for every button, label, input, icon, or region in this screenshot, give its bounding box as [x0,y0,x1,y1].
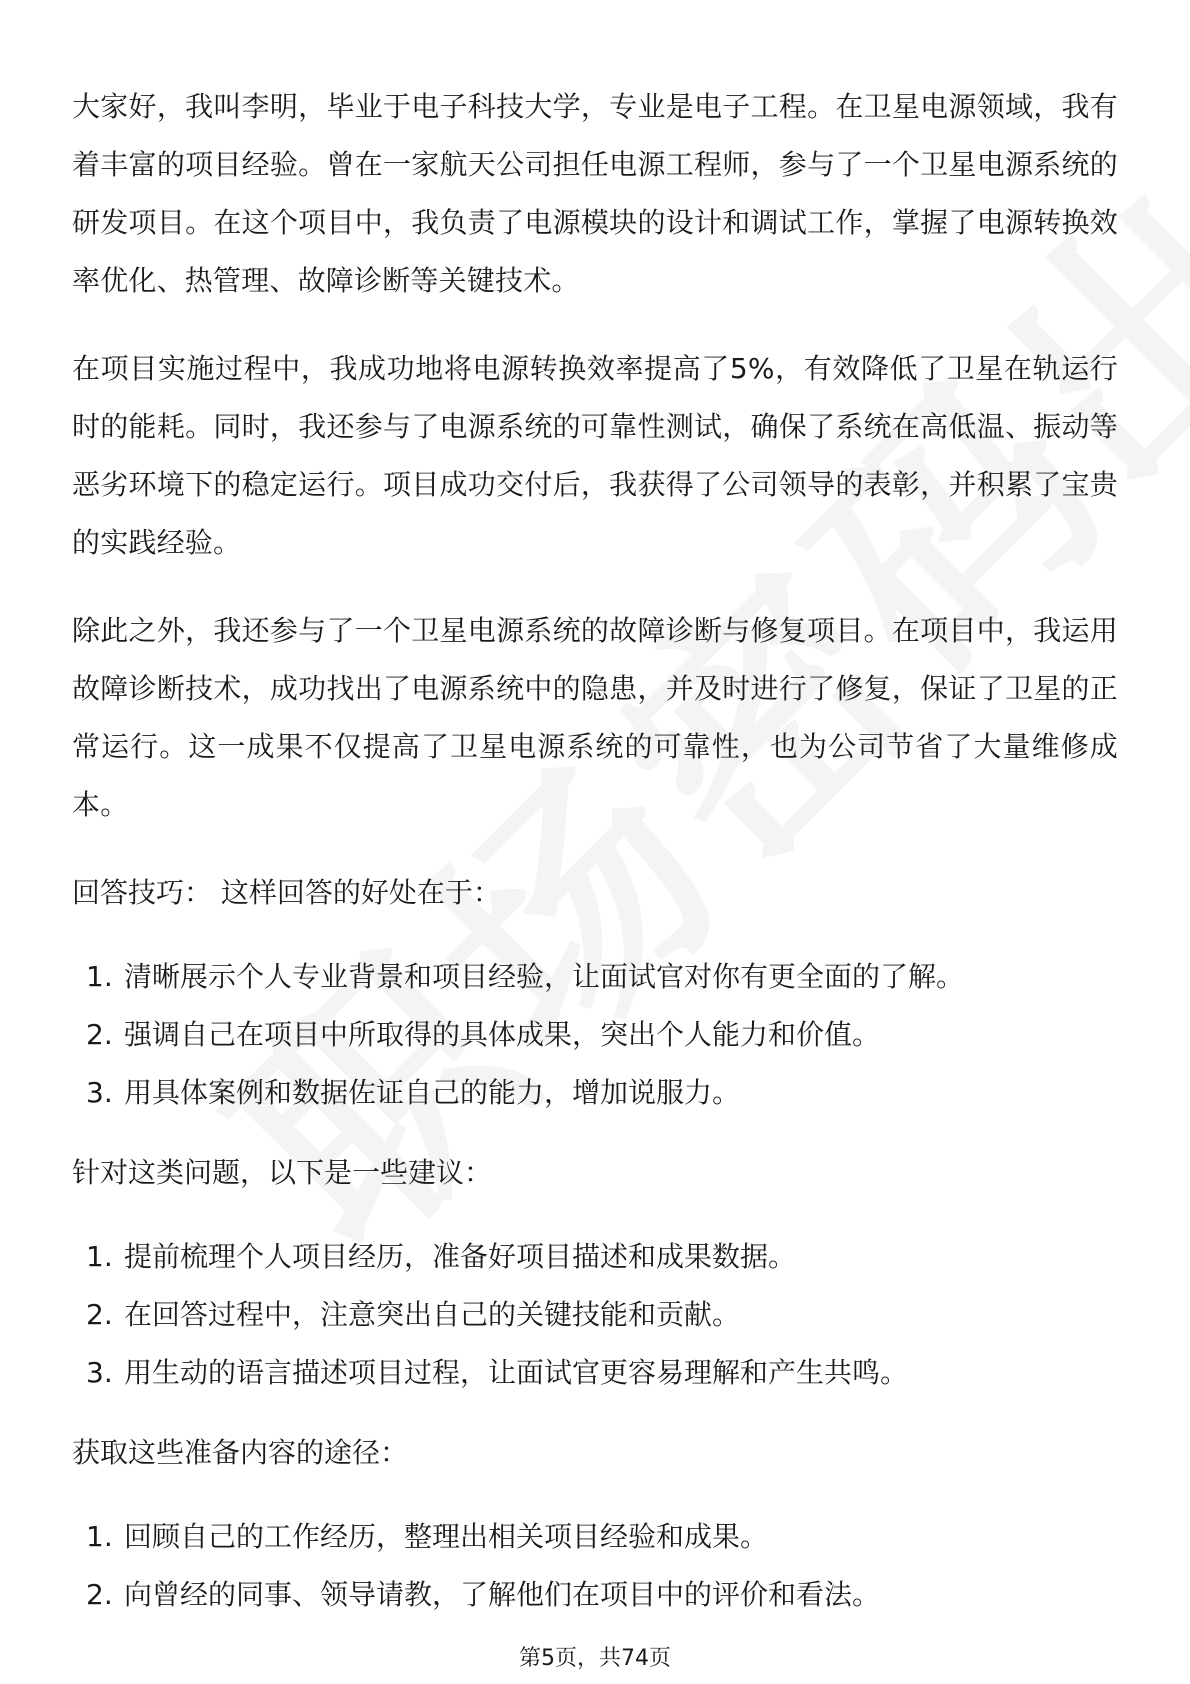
list-number: 1. [86,960,113,993]
list-text: 回顾自己的工作经历，整理出相关项目经验和成果。 [124,1520,769,1553]
list-item [72,1006,1118,1064]
list-item [72,948,1118,1006]
tips-list [72,948,1118,1122]
list-item [72,1228,1118,1286]
list-number: 1. [86,1520,113,1553]
list-text: 在回答过程中，注意突出自己的关键技能和贡献。 [124,1298,741,1331]
advice-heading: 针对这类问题，以下是一些建议： [72,1156,493,1189]
list-text: 强调自己在项目中所取得的具体成果，突出个人能力和价值。 [124,1018,881,1051]
list-text: 清晰展示个人专业背景和项目经验，让面试官对你有更全面的了解。 [124,960,965,993]
list-number: 3. [86,1076,113,1109]
sources-list [72,1508,1118,1624]
list-number: 2. [86,1018,113,1051]
paragraph-intro: 大家好，我叫李明，毕业于电子科技大学，专业是电子工程。在卫星电源领域，我有着丰富的项目经验。曾在一家航天公司担任电源工程师，参与了一个卫星电源系统的研发项目。在这个项目中，我负责了电源模块的设计和调试工作，掌握了电源转换效率优化、热管理、故障诊断等关键技术。 [72,90,1118,297]
list-number: 2. [86,1578,113,1611]
list-item [72,1508,1118,1566]
list-text: 用生动的语言描述项目过程，让面试官更容易理解和产生共鸣。 [124,1356,909,1389]
paragraph-achievement: 在项目实施过程中，我成功地将电源转换效率提高了5%，有效降低了卫星在轨运行时的能耗。同时，我还参与了电源系统的可靠性测试，确保了系统在高低温、振动等恶劣环境下的稳定运行。项目成功交付后，我获得了公司领导的表彰，并积累了宝贵的实践经验。 [72,352,1118,559]
list-text: 提前梳理个人项目经历，准备好项目描述和成果数据。 [124,1240,797,1273]
list-number: 1. [86,1240,113,1273]
advice-list [72,1228,1118,1402]
sources-heading: 获取这些准备内容的途径： [72,1436,409,1469]
list-number: 3. [86,1356,113,1389]
tips-heading: 回答技巧： 这样回答的好处在于： [72,876,501,909]
list-text: 用具体案例和数据佐证自己的能力，增加说服力。 [124,1076,741,1109]
page-number-footer: 第5页，共74页 [519,1646,671,1671]
list-item [72,1344,1118,1402]
list-text: 向曾经的同事、领导请教，了解他们在项目中的评价和看法。 [124,1578,881,1611]
paragraph-extra-project: 除此之外，我还参与了一个卫星电源系统的故障诊断与修复项目。在项目中，我运用故障诊断技术，成功找出了电源系统中的隐患，并及时进行了修复，保证了卫星的正常运行。这一成果不仅提高了卫星电源系统的可靠性，也为公司节省了大量维修成本。 [72,614,1118,821]
list-item [72,1286,1118,1344]
list-item [72,1566,1118,1624]
list-number: 2. [86,1298,113,1331]
page-content [72,78,1118,1646]
list-item [72,1064,1118,1122]
